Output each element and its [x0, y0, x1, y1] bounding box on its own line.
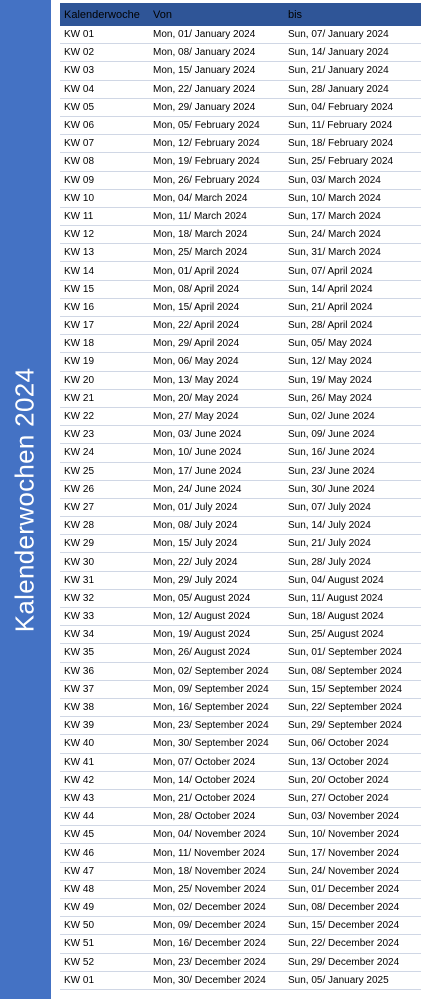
table-row	[60, 808, 421, 826]
week-number-cell: KW 09	[64, 174, 95, 186]
end-date-cell: Sun, 21/ April 2024	[288, 301, 373, 313]
start-date-cell: Mon, 06/ May 2024	[153, 356, 239, 368]
start-date-cell: Mon, 07/ October 2024	[153, 756, 256, 768]
table-row	[60, 972, 421, 990]
week-number-cell: KW 37	[64, 683, 95, 695]
end-date-cell: Sun, 22/ September 2024	[288, 702, 402, 714]
start-date-cell: Mon, 08/ January 2024	[153, 47, 256, 59]
header-bis: bis	[288, 8, 303, 21]
start-date-cell: Mon, 12/ February 2024	[153, 138, 260, 150]
end-date-cell: Sun, 28/ January 2024	[288, 83, 389, 95]
table-row	[60, 772, 421, 790]
start-date-cell: Mon, 15/ July 2024	[153, 538, 238, 550]
start-date-cell: Mon, 30/ September 2024	[153, 738, 269, 750]
table-row	[60, 226, 421, 244]
start-date-cell: Mon, 01/ January 2024	[153, 29, 256, 41]
table-row	[60, 935, 421, 953]
table-row	[60, 590, 421, 608]
header-von: Von	[153, 8, 172, 21]
week-number-cell: KW 18	[64, 338, 95, 350]
week-number-cell: KW 13	[64, 247, 95, 259]
end-date-cell: Sun, 13/ October 2024	[288, 756, 389, 768]
table-row	[60, 172, 421, 190]
week-number-cell: KW 20	[64, 374, 95, 386]
table-row	[60, 117, 421, 135]
table-row	[60, 262, 421, 280]
table-row	[60, 844, 421, 862]
table-row	[60, 572, 421, 590]
week-number-cell: KW 40	[64, 738, 95, 750]
week-number-cell: KW 04	[64, 83, 95, 95]
start-date-cell: Mon, 26/ August 2024	[153, 647, 251, 659]
week-number-cell: KW 35	[64, 647, 95, 659]
start-date-cell: Mon, 02/ December 2024	[153, 902, 266, 914]
start-date-cell: Mon, 15/ April 2024	[153, 301, 240, 313]
table-row	[60, 353, 421, 371]
start-date-cell: Mon, 02/ September 2024	[153, 665, 269, 677]
week-number-cell: KW 26	[64, 483, 95, 495]
end-date-cell: Sun, 16/ June 2024	[288, 447, 375, 459]
start-date-cell: Mon, 01/ July 2024	[153, 501, 238, 513]
end-date-cell: Sun, 15/ December 2024	[288, 920, 400, 932]
end-date-cell: Sun, 01/ September 2024	[288, 647, 402, 659]
start-date-cell: Mon, 30/ December 2024	[153, 974, 266, 986]
end-date-cell: Sun, 09/ June 2024	[288, 429, 375, 441]
table-row	[60, 754, 421, 772]
end-date-cell: Sun, 06/ October 2024	[288, 738, 389, 750]
week-number-cell: KW 21	[64, 392, 95, 404]
week-number-cell: KW 19	[64, 356, 95, 368]
table-row	[60, 663, 421, 681]
start-date-cell: Mon, 15/ January 2024	[153, 65, 256, 77]
end-date-cell: Sun, 20/ October 2024	[288, 774, 389, 786]
table-row	[60, 881, 421, 899]
end-date-cell: Sun, 08/ September 2024	[288, 665, 402, 677]
start-date-cell: Mon, 09/ September 2024	[153, 683, 269, 695]
week-number-cell: KW 36	[64, 665, 95, 677]
table-row	[60, 390, 421, 408]
table-row	[60, 463, 421, 481]
week-number-cell: KW 03	[64, 65, 95, 77]
end-date-cell: Sun, 04/ August 2024	[288, 574, 384, 586]
start-date-cell: Mon, 29/ January 2024	[153, 101, 256, 113]
table-row	[60, 62, 421, 80]
table-row	[60, 317, 421, 335]
table-row	[60, 644, 421, 662]
week-number-cell: KW 15	[64, 283, 95, 295]
week-number-cell: KW 28	[64, 520, 95, 532]
start-date-cell: Mon, 29/ July 2024	[153, 574, 238, 586]
start-date-cell: Mon, 16/ September 2024	[153, 702, 269, 714]
start-date-cell: Mon, 23/ December 2024	[153, 956, 266, 968]
start-date-cell: Mon, 08/ July 2024	[153, 520, 238, 532]
table-row	[60, 44, 421, 62]
end-date-cell: Sun, 29/ December 2024	[288, 956, 400, 968]
start-date-cell: Mon, 04/ March 2024	[153, 192, 248, 204]
table-row	[60, 863, 421, 881]
end-date-cell: Sun, 10/ March 2024	[288, 192, 381, 204]
end-date-cell: Sun, 03/ November 2024	[288, 811, 400, 823]
table-row	[60, 372, 421, 390]
end-date-cell: Sun, 29/ September 2024	[288, 720, 402, 732]
start-date-cell: Mon, 22/ January 2024	[153, 83, 256, 95]
week-number-cell: KW 45	[64, 829, 95, 841]
start-date-cell: Mon, 26/ February 2024	[153, 174, 260, 186]
week-number-cell: KW 27	[64, 501, 95, 513]
end-date-cell: Sun, 30/ June 2024	[288, 483, 375, 495]
end-date-cell: Sun, 08/ December 2024	[288, 902, 400, 914]
end-date-cell: Sun, 11/ August 2024	[288, 592, 383, 604]
table-row	[60, 281, 421, 299]
start-date-cell: Mon, 25/ November 2024	[153, 883, 266, 895]
table-row	[60, 535, 421, 553]
end-date-cell: Sun, 03/ March 2024	[288, 174, 381, 186]
table-row	[60, 826, 421, 844]
end-date-cell: Sun, 23/ June 2024	[288, 465, 375, 477]
end-date-cell: Sun, 22/ December 2024	[288, 938, 400, 950]
table-row	[60, 426, 421, 444]
week-number-cell: KW 30	[64, 556, 95, 568]
end-date-cell: Sun, 14/ January 2024	[288, 47, 389, 59]
end-date-cell: Sun, 14/ April 2024	[288, 283, 373, 295]
week-number-cell: KW 02	[64, 47, 95, 59]
table-body	[60, 26, 421, 990]
start-date-cell: Mon, 25/ March 2024	[153, 247, 248, 259]
table-row	[60, 444, 421, 462]
end-date-cell: Sun, 14/ July 2024	[288, 520, 371, 532]
week-number-cell: KW 01	[64, 974, 95, 986]
week-number-cell: KW 05	[64, 101, 95, 113]
end-date-cell: Sun, 21/ January 2024	[288, 65, 389, 77]
end-date-cell: Sun, 05/ May 2024	[288, 338, 372, 350]
end-date-cell: Sun, 01/ December 2024	[288, 883, 400, 895]
end-date-cell: Sun, 07/ July 2024	[288, 501, 371, 513]
week-number-cell: KW 01	[64, 29, 95, 41]
start-date-cell: Mon, 22/ April 2024	[153, 320, 240, 332]
start-date-cell: Mon, 19/ February 2024	[153, 156, 260, 168]
start-date-cell: Mon, 05/ August 2024	[153, 592, 251, 604]
end-date-cell: Sun, 07/ January 2024	[288, 29, 389, 41]
start-date-cell: Mon, 17/ June 2024	[153, 465, 242, 477]
week-number-cell: KW 29	[64, 538, 95, 550]
week-number-cell: KW 33	[64, 611, 95, 623]
start-date-cell: Mon, 08/ April 2024	[153, 283, 240, 295]
week-number-cell: KW 32	[64, 592, 95, 604]
table-row	[60, 335, 421, 353]
end-date-cell: Sun, 27/ October 2024	[288, 792, 389, 804]
table-row	[60, 408, 421, 426]
calendar-weeks-table	[60, 3, 421, 990]
table-row	[60, 81, 421, 99]
week-number-cell: KW 38	[64, 702, 95, 714]
week-number-cell: KW 11	[64, 210, 94, 222]
table-row	[60, 26, 421, 44]
start-date-cell: Mon, 03/ June 2024	[153, 429, 242, 441]
table-row	[60, 681, 421, 699]
start-date-cell: Mon, 29/ April 2024	[153, 338, 240, 350]
table-row	[60, 244, 421, 262]
week-number-cell: KW 17	[64, 320, 95, 332]
table-row	[60, 99, 421, 117]
week-number-cell: KW 42	[64, 774, 95, 786]
table-row	[60, 790, 421, 808]
end-date-cell: Sun, 17/ March 2024	[288, 210, 381, 222]
end-date-cell: Sun, 05/ January 2025	[288, 974, 389, 986]
end-date-cell: Sun, 10/ November 2024	[288, 829, 400, 841]
table-row	[60, 717, 421, 735]
page-title: Kalenderwochen 2024	[9, 367, 40, 633]
start-date-cell: Mon, 14/ October 2024	[153, 774, 256, 786]
week-number-cell: KW 47	[64, 865, 95, 877]
end-date-cell: Sun, 19/ May 2024	[288, 374, 372, 386]
start-date-cell: Mon, 11/ November 2024	[153, 847, 266, 859]
week-number-cell: KW 08	[64, 156, 95, 168]
end-date-cell: Sun, 12/ May 2024	[288, 356, 372, 368]
week-number-cell: KW 34	[64, 629, 95, 641]
table-row	[60, 299, 421, 317]
week-number-cell: KW 44	[64, 811, 95, 823]
end-date-cell: Sun, 21/ July 2024	[288, 538, 371, 550]
end-date-cell: Sun, 31/ March 2024	[288, 247, 381, 259]
week-number-cell: KW 25	[64, 465, 95, 477]
start-date-cell: Mon, 09/ December 2024	[153, 920, 266, 932]
table-row	[60, 190, 421, 208]
start-date-cell: Mon, 16/ December 2024	[153, 938, 266, 950]
start-date-cell: Mon, 12/ August 2024	[153, 611, 251, 623]
week-number-cell: KW 12	[64, 229, 95, 241]
start-date-cell: Mon, 18/ November 2024	[153, 865, 266, 877]
week-number-cell: KW 14	[64, 265, 95, 277]
end-date-cell: Sun, 28/ April 2024	[288, 320, 373, 332]
week-number-cell: KW 06	[64, 120, 95, 132]
end-date-cell: Sun, 17/ November 2024	[288, 847, 400, 859]
week-number-cell: KW 52	[64, 956, 95, 968]
start-date-cell: Mon, 21/ October 2024	[153, 792, 256, 804]
table-row	[60, 135, 421, 153]
week-number-cell: KW 51	[64, 938, 95, 950]
week-number-cell: KW 46	[64, 847, 95, 859]
start-date-cell: Mon, 01/ April 2024	[153, 265, 240, 277]
end-date-cell: Sun, 18/ August 2024	[288, 611, 384, 623]
table-header	[60, 3, 421, 26]
week-number-cell: KW 48	[64, 883, 95, 895]
week-number-cell: KW 50	[64, 920, 95, 932]
start-date-cell: Mon, 05/ February 2024	[153, 120, 260, 132]
end-date-cell: Sun, 11/ February 2024	[288, 120, 393, 132]
table-row	[60, 517, 421, 535]
end-date-cell: Sun, 24/ March 2024	[288, 229, 381, 241]
start-date-cell: Mon, 13/ May 2024	[153, 374, 239, 386]
start-date-cell: Mon, 23/ September 2024	[153, 720, 269, 732]
start-date-cell: Mon, 18/ March 2024	[153, 229, 248, 241]
table-row	[60, 699, 421, 717]
week-number-cell: KW 49	[64, 902, 95, 914]
start-date-cell: Mon, 27/ May 2024	[153, 411, 239, 423]
table-row	[60, 954, 421, 972]
week-number-cell: KW 24	[64, 447, 95, 459]
end-date-cell: Sun, 24/ November 2024	[288, 865, 400, 877]
start-date-cell: Mon, 20/ May 2024	[153, 392, 239, 404]
table-row	[60, 899, 421, 917]
end-date-cell: Sun, 02/ June 2024	[288, 411, 375, 423]
week-number-cell: KW 39	[64, 720, 95, 732]
end-date-cell: Sun, 07/ April 2024	[288, 265, 373, 277]
week-number-cell: KW 16	[64, 301, 95, 313]
end-date-cell: Sun, 25/ February 2024	[288, 156, 394, 168]
table-row	[60, 481, 421, 499]
table-row	[60, 153, 421, 171]
start-date-cell: Mon, 28/ October 2024	[153, 811, 256, 823]
end-date-cell: Sun, 04/ February 2024	[288, 101, 394, 113]
end-date-cell: Sun, 28/ July 2024	[288, 556, 371, 568]
start-date-cell: Mon, 11/ March 2024	[153, 210, 247, 222]
table-row	[60, 553, 421, 571]
week-number-cell: KW 23	[64, 429, 95, 441]
start-date-cell: Mon, 22/ July 2024	[153, 556, 238, 568]
table-row	[60, 608, 421, 626]
week-number-cell: KW 31	[64, 574, 95, 586]
week-number-cell: KW 22	[64, 411, 95, 423]
end-date-cell: Sun, 25/ August 2024	[288, 629, 384, 641]
end-date-cell: Sun, 15/ September 2024	[288, 683, 402, 695]
week-number-cell: KW 07	[64, 138, 95, 150]
start-date-cell: Mon, 19/ August 2024	[153, 629, 251, 641]
table-row	[60, 208, 421, 226]
table-row	[60, 735, 421, 753]
table-row	[60, 917, 421, 935]
start-date-cell: Mon, 24/ June 2024	[153, 483, 242, 495]
week-number-cell: KW 41	[64, 756, 95, 768]
header-kalenderwoche: Kalenderwoche	[64, 8, 140, 21]
start-date-cell: Mon, 10/ June 2024	[153, 447, 242, 459]
end-date-cell: Sun, 26/ May 2024	[288, 392, 372, 404]
week-number-cell: KW 43	[64, 792, 95, 804]
table-row	[60, 626, 421, 644]
table-row	[60, 499, 421, 517]
end-date-cell: Sun, 18/ February 2024	[288, 138, 394, 150]
sidebar-band	[0, 0, 51, 999]
week-number-cell: KW 10	[64, 192, 95, 204]
start-date-cell: Mon, 04/ November 2024	[153, 829, 266, 841]
